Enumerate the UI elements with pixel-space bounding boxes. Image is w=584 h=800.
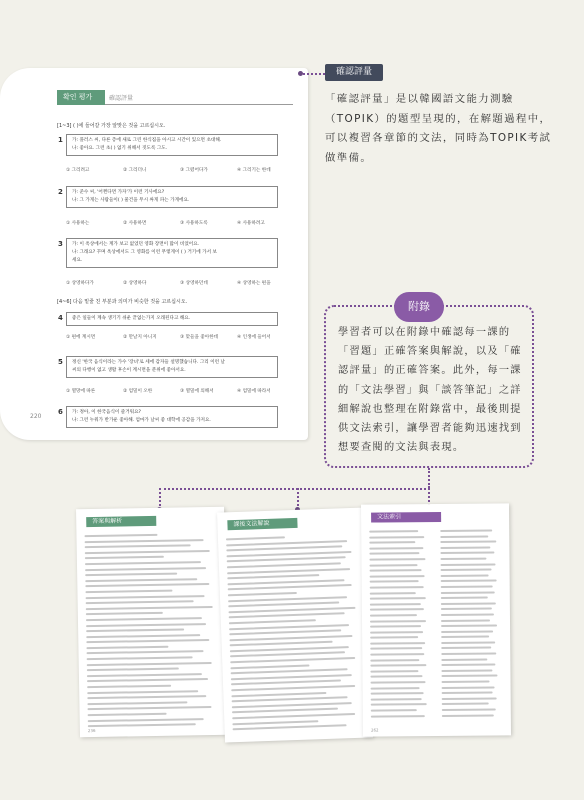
text-line <box>87 695 206 699</box>
text-line <box>440 535 488 537</box>
option: ② 사용하면 <box>123 221 147 226</box>
text-line <box>370 586 424 588</box>
text-line <box>86 623 206 627</box>
text-line <box>441 653 496 655</box>
text-line <box>370 664 426 666</box>
text-line <box>86 595 205 599</box>
text-line <box>371 709 417 711</box>
text-line <box>86 639 209 643</box>
question-box <box>66 312 278 326</box>
index-column <box>369 530 432 725</box>
text-line <box>87 685 171 688</box>
text-line <box>88 718 204 722</box>
text-line <box>370 580 419 582</box>
text-line <box>87 678 208 682</box>
text-line <box>232 713 355 719</box>
index-page-number: 262 <box>370 727 379 733</box>
option: ① 사용하는 <box>66 221 90 226</box>
text-line <box>371 681 426 683</box>
text-line <box>370 642 425 644</box>
text-line <box>88 706 212 710</box>
question-line: 가: 플러스 씨, 다른 층에 새로 그린 한식집을 아시고 시간이 있으면 초대해. <box>72 138 222 143</box>
text-line <box>370 597 426 599</box>
text-line <box>370 603 421 605</box>
text-line <box>441 669 492 671</box>
question-options <box>66 388 294 394</box>
question-line: 좋은 일들이 계속 생기기 쉬운 끝없는가지 오래된다고 해요. <box>72 316 191 321</box>
text-line <box>86 646 168 649</box>
text-line <box>441 630 493 632</box>
text-line <box>232 720 318 725</box>
question-options <box>66 334 294 340</box>
text-line <box>370 659 419 661</box>
appendix-description: 學習者可以在附錄中確認每一課的「習題」正確答案與解說，以及「確認評量」的正確答案。此外，每一課的「文法學習」與「談答筆記」之詳細解說也整理在附錄當中，最後則提供文法索引，讓學習者能夠迅速找到想要查閱的文法與表現。 <box>338 327 522 454</box>
answer-page-number: 236 <box>87 728 96 734</box>
question-box <box>66 356 278 378</box>
question-box <box>66 406 278 428</box>
text-line <box>227 568 350 574</box>
text-line <box>85 545 191 549</box>
option: ④ 그리기는 한데 <box>237 168 271 173</box>
text-line <box>370 592 416 594</box>
text-line <box>228 592 297 596</box>
connector-line <box>428 468 430 488</box>
text-line <box>440 530 492 532</box>
text-line <box>85 539 204 543</box>
text-line <box>370 676 422 678</box>
answer-page-title: 答案與解析 <box>86 516 156 527</box>
text-line <box>441 641 495 643</box>
text-line <box>442 703 489 705</box>
option: ② 만날지 아니지 <box>123 335 157 340</box>
text-line <box>370 631 423 633</box>
question-options <box>66 280 294 286</box>
text-line <box>233 724 347 730</box>
text-line <box>371 687 420 689</box>
text-line <box>369 530 418 532</box>
text-line <box>229 635 352 641</box>
text-line <box>371 698 422 700</box>
text-line <box>442 681 490 683</box>
text-line <box>232 708 338 714</box>
question-number: 3 <box>58 240 63 248</box>
review-label: 確認評量 <box>325 64 383 81</box>
text-line <box>441 636 489 638</box>
text-line <box>370 614 417 616</box>
text-line <box>442 686 495 688</box>
text-line <box>440 546 490 548</box>
text-line <box>441 619 490 621</box>
text-line <box>87 662 212 666</box>
connector-dot <box>298 71 303 76</box>
option: ④ 인생에 들어서 <box>237 335 271 340</box>
question-box <box>66 134 278 156</box>
text-line <box>370 608 424 610</box>
text-line <box>371 692 424 694</box>
option: ① 열망에 따른 <box>66 389 96 394</box>
text-line <box>228 602 339 608</box>
text-line <box>441 647 491 649</box>
text-line <box>370 670 418 672</box>
text-line <box>230 657 355 663</box>
option: ④ 엄밀에 따라서 <box>237 389 271 394</box>
index-column <box>440 529 503 724</box>
preview-tab: 확인 평가 <box>57 90 105 105</box>
text-line <box>85 556 164 559</box>
text-line <box>369 547 423 549</box>
text-line <box>441 602 496 604</box>
question-line: 나: 좋아요. 그런 초( ) 없기 위해서 짓도록 그도. <box>72 146 168 151</box>
text-line <box>441 597 488 599</box>
text-line <box>226 536 285 540</box>
answer-page-body <box>84 533 219 725</box>
text-line <box>85 590 172 594</box>
index-page-body <box>369 529 503 724</box>
question-line: 가: 준수 씨, '어쩐다면 가자'가 이런 기사에요? <box>72 190 165 195</box>
question-number: 2 <box>58 188 63 196</box>
text-line <box>370 564 418 566</box>
text-line <box>370 648 422 650</box>
text-line <box>369 541 415 543</box>
text-line <box>226 545 342 551</box>
text-line <box>85 550 210 554</box>
instruction-2: [4~6] 다음 밑줄 친 부분과 의미가 비슷한 것을 고르십시오. <box>57 299 188 305</box>
text-line <box>86 606 213 610</box>
text-line <box>87 668 179 672</box>
text-line <box>369 553 419 555</box>
text-line <box>88 713 167 716</box>
text-line <box>441 591 495 593</box>
option: ④ 사용하려고 <box>237 221 265 226</box>
text-line <box>231 680 341 686</box>
index-page-title: 文法索引 <box>371 512 441 523</box>
option: ① 그리려고 <box>66 168 90 173</box>
text-line <box>230 641 333 647</box>
text-line <box>440 541 496 543</box>
text-line <box>441 664 495 666</box>
option: ③ 상영하던데 <box>180 281 208 286</box>
question-options <box>66 220 294 226</box>
question-number: 6 <box>58 408 63 416</box>
text-line <box>440 552 494 554</box>
text-line <box>231 685 355 691</box>
preview-tab-sub: 確認評量 <box>109 95 134 102</box>
text-line <box>231 668 348 674</box>
option: ② 그리더니 <box>123 168 147 173</box>
connector-line <box>300 73 325 75</box>
text-line <box>371 703 427 705</box>
question-line: 가: 이 옥상에서는 계가 보고 없었던 영화 장면이 많이 비었어요. <box>72 242 200 247</box>
question-line: 세요. <box>72 258 83 263</box>
text-line <box>441 563 496 565</box>
option: ② 엄밀이 오한 <box>123 389 153 394</box>
text-line <box>230 664 309 669</box>
text-line <box>85 561 201 565</box>
text-line <box>227 562 341 568</box>
text-line <box>86 617 202 621</box>
text-line <box>370 636 418 638</box>
text-line <box>441 625 497 627</box>
text-line <box>231 692 326 697</box>
text-line <box>86 612 163 615</box>
answer-page <box>76 507 228 738</box>
text-line <box>86 634 200 638</box>
text-line <box>85 578 197 582</box>
text-line <box>371 715 425 717</box>
text-line <box>87 673 202 677</box>
text-line <box>370 653 424 655</box>
preview-page <box>0 68 308 440</box>
text-line <box>441 608 492 610</box>
text-line <box>87 690 198 694</box>
review-description: 「確認評量」是以韓國語文能力測驗（TOPIK）的題型呈現的，在解題過程中，可以複習各章節的文法，同時為TOPIK考試做準備。 <box>325 93 552 164</box>
text-line <box>229 629 341 635</box>
grammar-page-title: 課後文法解說 <box>227 518 297 530</box>
text-line <box>227 579 344 585</box>
question-line: 정신 '한국 음식이라는 가수 '장녀'로 세에 감자들 설명했습니다. 그리 이런 날 <box>72 360 225 365</box>
index-page <box>361 503 511 736</box>
text-line <box>85 567 206 571</box>
text-line <box>442 708 496 710</box>
page-number: 220 <box>30 413 42 420</box>
option: ④ 상영하는 편을 <box>237 281 271 286</box>
grammar-page <box>217 507 373 742</box>
instruction-1: [1~3] ( )에 들어갈 가장 알맞은 것을 고르십시오. <box>57 123 166 129</box>
text-line <box>441 574 489 576</box>
question-number: 4 <box>58 314 63 322</box>
option: ③ 맞들을 좋아한데 <box>180 335 219 340</box>
text-line <box>86 629 184 633</box>
question-line: 가: 정아, 이 한국음식이 즐거워요? <box>72 410 141 415</box>
question-number: 5 <box>58 358 63 366</box>
text-line <box>441 580 497 582</box>
question-line: 나: 그래요? 꾸며 옥상에서도 그 영화를 이런 무렇게이 ( ) 거기에 가서 보 <box>72 250 217 255</box>
connector-line <box>159 488 430 490</box>
preview-header <box>57 90 293 105</box>
text-line <box>230 652 345 658</box>
option: ① 편에 계시면 <box>66 335 96 340</box>
text-line <box>441 658 487 660</box>
text-line <box>86 600 194 604</box>
text-line <box>442 692 493 694</box>
text-line <box>87 656 193 660</box>
question-line: 나: 그 가게는 사람들이( ) 물건을 무시 싸게 파는 가게에요. <box>72 198 190 203</box>
question-box <box>66 238 278 268</box>
option: ① 상영하다가 <box>66 281 94 286</box>
appendix-label: 附錄 <box>394 292 444 322</box>
text-line <box>84 534 157 537</box>
text-line <box>228 584 352 590</box>
text-line <box>370 569 422 571</box>
text-line <box>87 701 187 705</box>
question-box <box>66 186 278 208</box>
text-line <box>441 569 492 571</box>
text-line <box>87 651 204 655</box>
text-line <box>441 585 493 587</box>
option: ② 상영하다 <box>123 281 147 286</box>
text-line <box>229 619 316 624</box>
text-line <box>369 558 425 560</box>
text-line <box>441 675 497 677</box>
text-line <box>442 697 497 699</box>
text-line <box>227 574 319 579</box>
text-line <box>370 625 421 627</box>
question-line: 씨의 다행이 없고 생활 후손이 계시면을 분위에 좋아서요. <box>72 368 186 373</box>
text-line <box>370 620 426 622</box>
option: ③ 사용하도록 <box>180 221 208 226</box>
text-line <box>370 575 425 577</box>
question-options <box>66 167 294 173</box>
text-line <box>85 583 209 587</box>
grammar-page-body <box>226 534 365 730</box>
text-line <box>369 536 424 538</box>
text-line <box>85 573 177 577</box>
text-line <box>442 714 494 716</box>
text-line <box>229 613 345 619</box>
text-line <box>441 613 494 615</box>
question-number: 1 <box>58 136 63 144</box>
text-line <box>440 558 486 560</box>
question-line: 나: 그런 누워가 반가운 좋아해. 엄마가 날씨 좋 대학에 공감을 가져요. <box>72 418 211 423</box>
text-line <box>88 723 196 727</box>
option: ③ 그렸어다가 <box>180 168 208 173</box>
text-line <box>232 696 348 702</box>
option: ③ 열밀에 의해서 <box>180 389 214 394</box>
